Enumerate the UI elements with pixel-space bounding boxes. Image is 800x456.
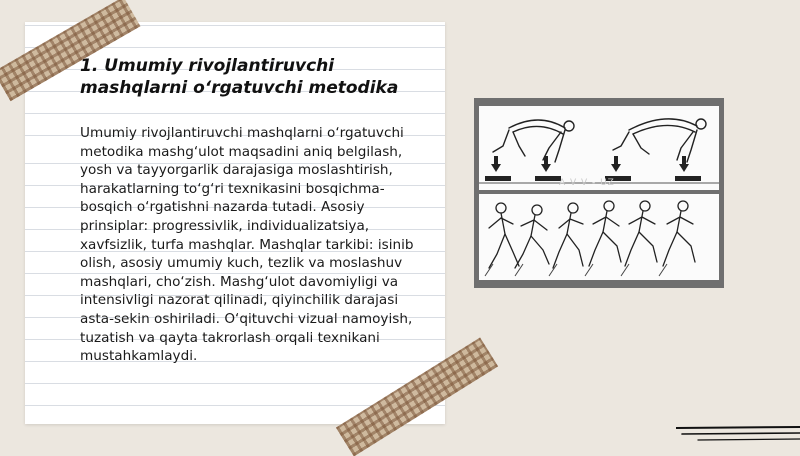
sprint-sequence-drawing xyxy=(479,194,719,280)
sprint-sequence-panel xyxy=(479,194,719,280)
slide-title-line-1: 1. Umumiy rivojlantiruvchi xyxy=(80,56,335,76)
figure-watermark: A V V - UZ xyxy=(559,178,615,188)
slide-title xyxy=(80,55,440,99)
sprint-start-panel xyxy=(479,106,719,190)
slide-body-text: Umumiy rivojlantiruvchi mashqlarni o‘rgatuvchi metodika mashg‘ulot maqsadini aniq belgilash, yosh va tayyorgarlik darajasiga moslashtirish, harakatlarning to‘g‘ri texnikasini bosqichma-bosqich o‘rgatishni nazarda tutadi. Asosiy prinsiplar: progressivlik, individualizatsiya, xavfsizlik, turfa mashqlar. Mashqlar tarkibi: isinib olish, asosiy umumiy kuch, tezlik va moslashuv mashqlari, cho‘zish. Mashg‘ulot davomiyligi va intensivligi nazorat qilinadi, qiyinchilik darajasi asta-sekin oshiriladi. O‘qituvchi vizual namoyish, tuzatish va qayta takrorlash orqali texnikani mustahkamlaydi. xyxy=(80,125,414,365)
slide-title-line-2: mashqlarni o‘rgatuvchi metodika xyxy=(80,78,399,98)
decorative-lines xyxy=(676,423,800,445)
sprint-technique-figure xyxy=(474,98,724,288)
